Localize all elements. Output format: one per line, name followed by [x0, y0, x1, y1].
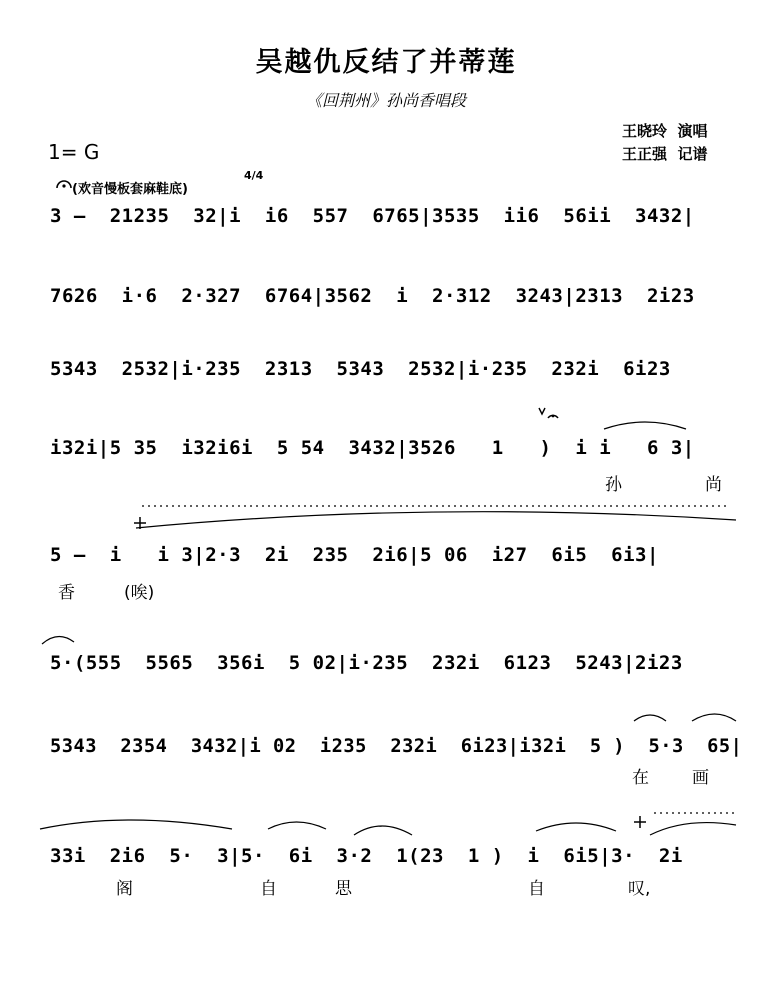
lyric-syllable: 孙: [605, 475, 622, 495]
score-line-4: i32i|5 35 i32i6i 5 54 3432|3526 1 ) i i 6 3|: [50, 437, 695, 459]
score-line-6: 5·(555 5565 356i 5 02|i·235 232i 6123 5243|2i23: [50, 652, 683, 674]
lyric-syllable: 阁: [116, 879, 133, 899]
transcriber-credit: 王正强 记谱: [622, 145, 708, 163]
lyric-syllable: 思: [335, 879, 352, 899]
lyric-syllable: 尚: [705, 475, 722, 495]
score-line-5: 5 — i i 3|2·3 2i 235 2i6|5 06 i27 6i5 6i3|: [50, 544, 659, 566]
lyric-syllable: 画: [692, 768, 709, 788]
song-title: 吴越仇反结了并蒂莲: [255, 47, 517, 78]
score-line-7: 5343 2354 3432|i 02 i235 232i 6i23|i32i 5 ) 5·3 65|: [50, 735, 743, 757]
slur-icon: [36, 805, 742, 845]
time-signature: 4/4: [244, 169, 264, 182]
slur-icon: [600, 417, 690, 431]
lyric-line-7: [50, 763, 740, 788]
breath-fermata-icon: [537, 402, 559, 424]
lyric-syllable: (唉): [124, 583, 155, 603]
lyric-syllable: 自: [528, 879, 545, 899]
score-line-2: 7626 i·6 2·327 6764|3562 i 2·312 3243|2313 2i23: [50, 285, 695, 307]
fermata-icon: [55, 176, 73, 190]
tie-icon: [38, 632, 78, 646]
score-line-1: 3 — 21235 32|i i6 557 6765|3535 ii6 56ii 3432|: [50, 205, 695, 227]
phrase-slur-icon: [130, 500, 742, 534]
score-line-8: 33i 2i6 5· 3|5· 6i 3·2 1(23 1 ) i 6i5|3· 2i: [50, 845, 683, 867]
lyric-syllable: 在: [632, 768, 649, 788]
singer-credit: 王晓玲 演唱: [622, 122, 708, 140]
lyric-syllable: 叹,: [628, 879, 651, 899]
key-signature: 1= G: [48, 140, 100, 164]
lyric-syllable: 香: [58, 583, 75, 603]
lyric-line-4: [50, 470, 740, 495]
lyric-line-5: [50, 578, 740, 603]
lyric-line-8: [50, 874, 740, 899]
lyric-syllable: 自: [260, 879, 277, 899]
intro-marking: (欢音慢板套麻鞋底): [72, 182, 188, 197]
slur-icon: [630, 707, 740, 723]
song-subtitle: 《回荆州》孙尚香唱段: [305, 91, 466, 110]
score-line-3: 5343 2532|i·235 2313 5343 2532|i·235 232i 6i23: [50, 358, 671, 380]
